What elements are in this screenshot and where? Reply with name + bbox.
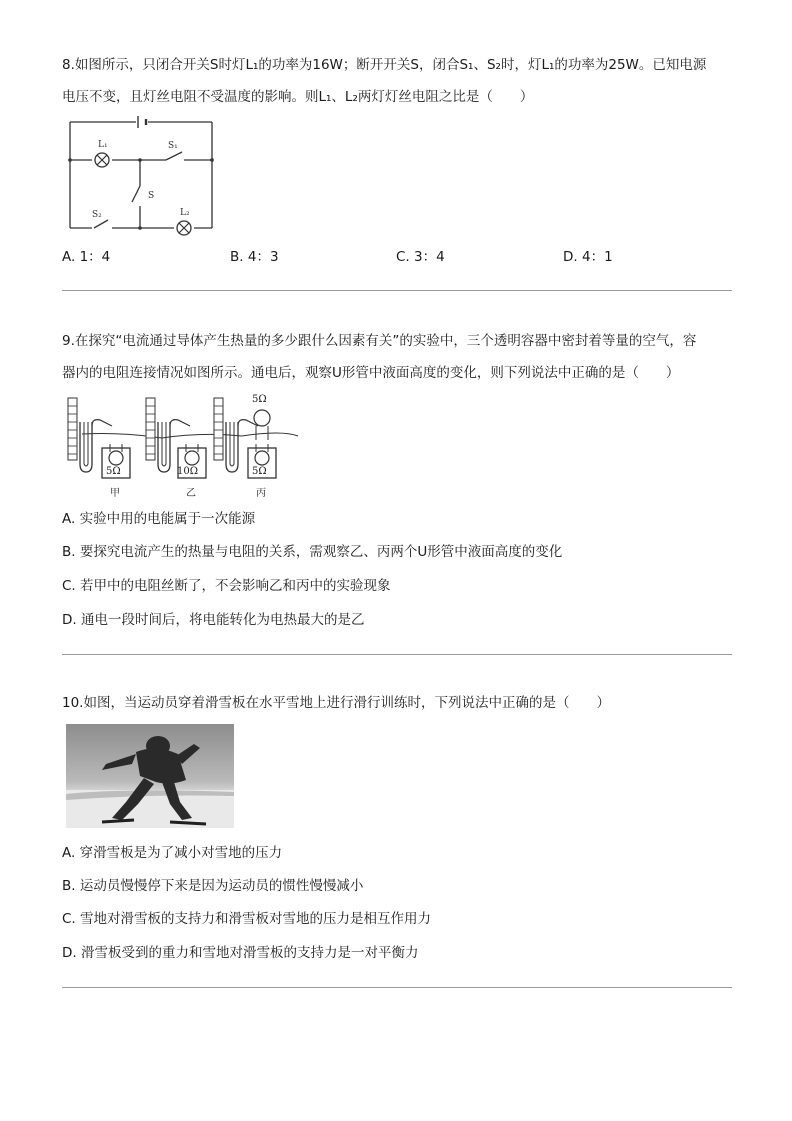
- bing-extra-resistor-label: 5Ω: [252, 394, 267, 405]
- q8-option-c-letter: C.: [396, 249, 410, 265]
- q9-option-b-text: 要探究电流产生的热量与电阻的关系，需观察乙、丙两个U形管中液面高度的变化: [79, 544, 563, 560]
- q9-option-c-letter: C.: [62, 578, 76, 594]
- q9-option-c-text: 若甲中的电阻丝断了，不会影响乙和丙中的实验现象: [80, 578, 391, 594]
- q8-option-a-text: 1：4: [79, 249, 111, 265]
- q8-option-d-text: 4：1: [581, 249, 613, 265]
- q9-option-c[interactable]: [62, 577, 391, 595]
- q9-apparatus-diagram: [62, 392, 302, 502]
- q8-option-a-letter: A.: [62, 249, 76, 265]
- jia-resistor-label: 5Ω: [106, 466, 121, 477]
- q10-option-d-letter: D.: [62, 945, 77, 961]
- q10-option-b-letter: B.: [62, 878, 76, 894]
- q9-option-d-letter: D.: [62, 612, 77, 628]
- q10-option-c[interactable]: [62, 910, 431, 928]
- label-s1: S₁: [168, 141, 178, 151]
- q9-option-d-text: 通电一段时间后，将电能转化为电热最大的是乙: [80, 612, 365, 628]
- q8-option-b-letter: B.: [230, 249, 244, 265]
- q9-stem-line-2: 器内的电阻连接情况如图所示。通电后，观察U形管中液面高度的变化，则下列说法中正确的是（ ）: [62, 365, 680, 381]
- q9-option-a-text: 实验中用的电能属于一次能源: [79, 511, 256, 527]
- q10-option-d[interactable]: [62, 944, 418, 962]
- q8-option-b[interactable]: [230, 248, 279, 266]
- q8-circuit-diagram: [62, 114, 222, 240]
- yi-resistor-label: 10Ω: [177, 466, 199, 477]
- skier-photo: [66, 724, 234, 828]
- q8-stem-line-2: 电压不变，且灯丝电阻不受温度的影响。则L₁、L₂两灯灯丝电阻之比是（ ）: [62, 89, 534, 105]
- jia-label: 甲: [110, 488, 120, 499]
- q8-option-c-text: 3：4: [414, 249, 445, 265]
- q8-option-c[interactable]: [396, 248, 445, 266]
- q10-option-d-text: 滑雪板受到的重力和雪地对滑雪板的支持力是一对平衡力: [80, 945, 419, 961]
- q10-option-b-text: 运动员慢慢停下来是因为运动员的惯性慢慢减小: [79, 878, 364, 894]
- q8-stem-line-1: 8.如图所示，只闭合开关S时灯L₁的功率为16W；断开开关S，闭合S₁、S₂时，灯L₁的功率为25W。已知电源: [62, 57, 707, 73]
- q10-option-b[interactable]: [62, 877, 363, 895]
- divider-2: [62, 654, 732, 655]
- label-l2: L₂: [180, 208, 190, 218]
- q8-option-b-text: 4：3: [247, 249, 279, 265]
- divider-1: [62, 290, 732, 291]
- label-s2: S₂: [92, 210, 102, 220]
- bing-resistor-label: 5Ω: [252, 466, 267, 477]
- q9-option-a-letter: A.: [62, 511, 76, 527]
- bing-label: 丙: [256, 488, 266, 499]
- yi-label: 乙: [186, 488, 196, 499]
- q9-option-b[interactable]: [62, 543, 562, 561]
- q10-stem-line-1: 10.如图，当运动员穿着滑雪板在水平雪地上进行滑行训练时，下列说法中正确的是（ ）: [62, 695, 610, 711]
- q10-option-a[interactable]: [62, 844, 282, 862]
- q10-option-c-letter: C.: [62, 911, 76, 927]
- q9-option-a[interactable]: [62, 510, 255, 528]
- q9-stem-line-1: 9.在探究“电流通过导体产生热量的多少跟什么因素有关”的实验中，三个透明容器中密封着等量的空气，容: [62, 333, 697, 349]
- q8-option-d[interactable]: [563, 248, 613, 266]
- q10-option-a-letter: A.: [62, 845, 76, 861]
- q9-option-d[interactable]: [62, 611, 364, 629]
- q10-option-c-text: 雪地对滑雪板的支持力和滑雪板对雪地的压力是相互作用力: [80, 911, 432, 927]
- lamp-l2-icon: [177, 221, 191, 235]
- divider-3: [62, 987, 732, 988]
- q9-option-b-letter: B.: [62, 544, 76, 560]
- q10-option-a-text: 穿滑雪板是为了减小对雪地的压力: [79, 845, 283, 861]
- lamp-l1-icon: [95, 153, 109, 167]
- q8-option-a[interactable]: [62, 248, 110, 266]
- q8-option-d-letter: D.: [563, 249, 578, 265]
- label-s: S: [148, 191, 155, 201]
- label-l1: L₁: [98, 140, 108, 150]
